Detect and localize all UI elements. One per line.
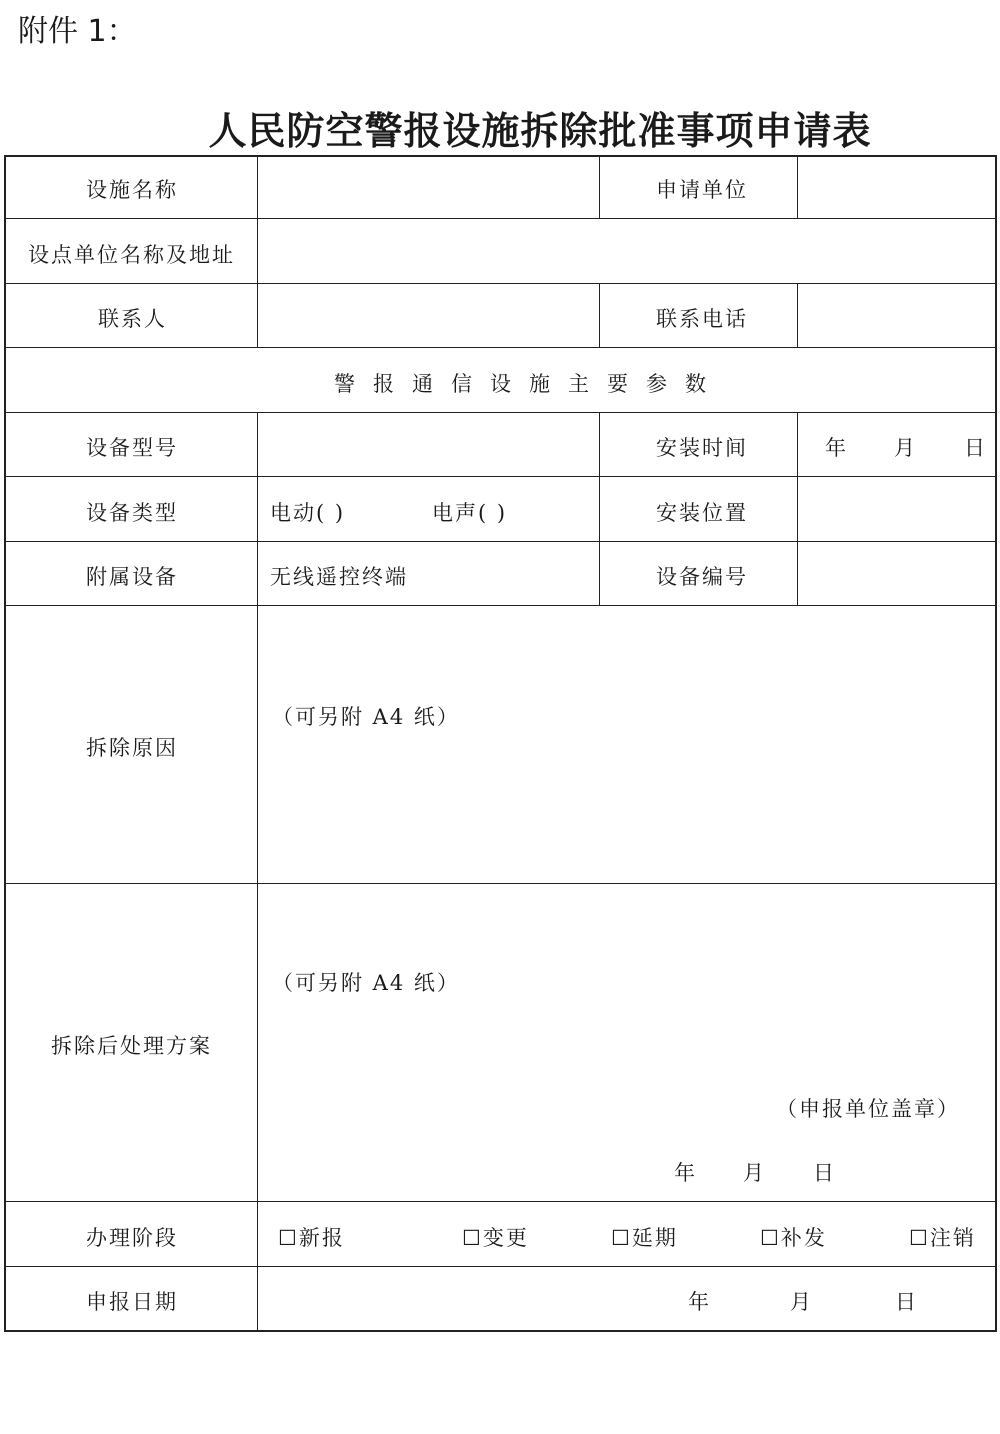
label-report-date: 申报日期: [86, 1290, 178, 1314]
stage-option-new[interactable]: [278, 1222, 345, 1252]
checkbox-icon[interactable]: ☐: [760, 1226, 781, 1250]
post-removal-plan-note: （可另附 A4 纸）: [272, 971, 460, 995]
stage-option-label: 补发: [780, 1226, 827, 1250]
seal-note: （申报单位盖章）: [776, 1097, 960, 1121]
stage-option-label: 新报: [298, 1226, 345, 1250]
facility-name-field[interactable]: [258, 157, 599, 218]
install-time-month: 月: [894, 436, 917, 460]
type-electric-option[interactable]: 电动( ): [270, 501, 346, 525]
column-divider: [599, 283, 600, 347]
contact-phone-field[interactable]: [798, 284, 995, 347]
row-divider: [4, 1266, 997, 1267]
stage-option-change[interactable]: [462, 1222, 529, 1252]
removal-reason-field[interactable]: [258, 606, 995, 883]
equipment-number-field[interactable]: [798, 542, 995, 605]
attachment-label: 附件 1：: [18, 14, 137, 49]
type-acoustic-option[interactable]: 电声( ): [432, 501, 508, 525]
contact-person-field[interactable]: [258, 284, 599, 347]
applicant-unit-field[interactable]: [798, 157, 995, 218]
plan-date-month: 月: [743, 1161, 766, 1185]
label-accessory: 附属设备: [86, 565, 178, 589]
label-applicant-unit: 申请单位: [656, 178, 748, 202]
plan-date-day: 日: [813, 1161, 836, 1185]
stage-option-extend[interactable]: [611, 1222, 678, 1252]
form-title: 人民防空警报设施拆除批准事项申请表: [208, 108, 872, 153]
removal-reason-note: （可另附 A4 纸）: [272, 705, 460, 729]
label-contact-phone: 联系电话: [656, 307, 748, 331]
accessory-value: 无线遥控终端: [270, 565, 408, 589]
stage-option-label: 延期: [631, 1226, 678, 1250]
equipment-model-field[interactable]: [258, 413, 599, 476]
site-unit-field[interactable]: [258, 219, 995, 283]
label-removal-reason: 拆除原因: [86, 736, 178, 760]
post-removal-plan-field[interactable]: [258, 884, 995, 1201]
report-date-day: 日: [895, 1290, 918, 1314]
checkbox-icon[interactable]: ☐: [909, 1226, 930, 1250]
checkbox-icon[interactable]: ☐: [611, 1226, 632, 1250]
label-facility-name: 设施名称: [86, 178, 178, 202]
label-install-time: 安装时间: [656, 436, 748, 460]
label-post-removal-plan: 拆除后处理方案: [51, 1034, 212, 1058]
table-border-bottom: [4, 1330, 997, 1332]
label-contact-person: 联系人: [98, 307, 167, 331]
row-divider: [4, 1201, 997, 1202]
label-equipment-model: 设备型号: [86, 436, 178, 460]
column-divider: [599, 412, 600, 605]
checkbox-icon[interactable]: ☐: [278, 1226, 299, 1250]
row-divider: [4, 347, 997, 348]
plan-date-year: 年: [674, 1161, 697, 1185]
stage-option-cancel[interactable]: [909, 1222, 976, 1252]
table-border-right: [995, 155, 997, 1332]
stage-option-label: 变更: [482, 1226, 529, 1250]
label-equipment-type: 设备类型: [86, 501, 178, 525]
label-install-location: 安装位置: [656, 501, 748, 525]
install-time-year: 年: [825, 436, 848, 460]
checkbox-icon[interactable]: ☐: [462, 1226, 483, 1250]
install-location-field[interactable]: [798, 477, 995, 541]
section-title: 警报通信设施主要参数: [334, 372, 724, 396]
label-site-unit: 设点单位名称及地址: [28, 243, 235, 267]
report-date-month: 月: [790, 1290, 813, 1314]
stage-option-reissue[interactable]: [760, 1222, 827, 1252]
stage-option-label: 注销: [929, 1226, 976, 1250]
report-date-year: 年: [688, 1290, 711, 1314]
label-equipment-number: 设备编号: [656, 565, 748, 589]
table-border-left: [4, 155, 6, 1332]
column-divider: [599, 155, 600, 218]
label-stage: 办理阶段: [86, 1226, 178, 1250]
install-time-day: 日: [964, 436, 987, 460]
